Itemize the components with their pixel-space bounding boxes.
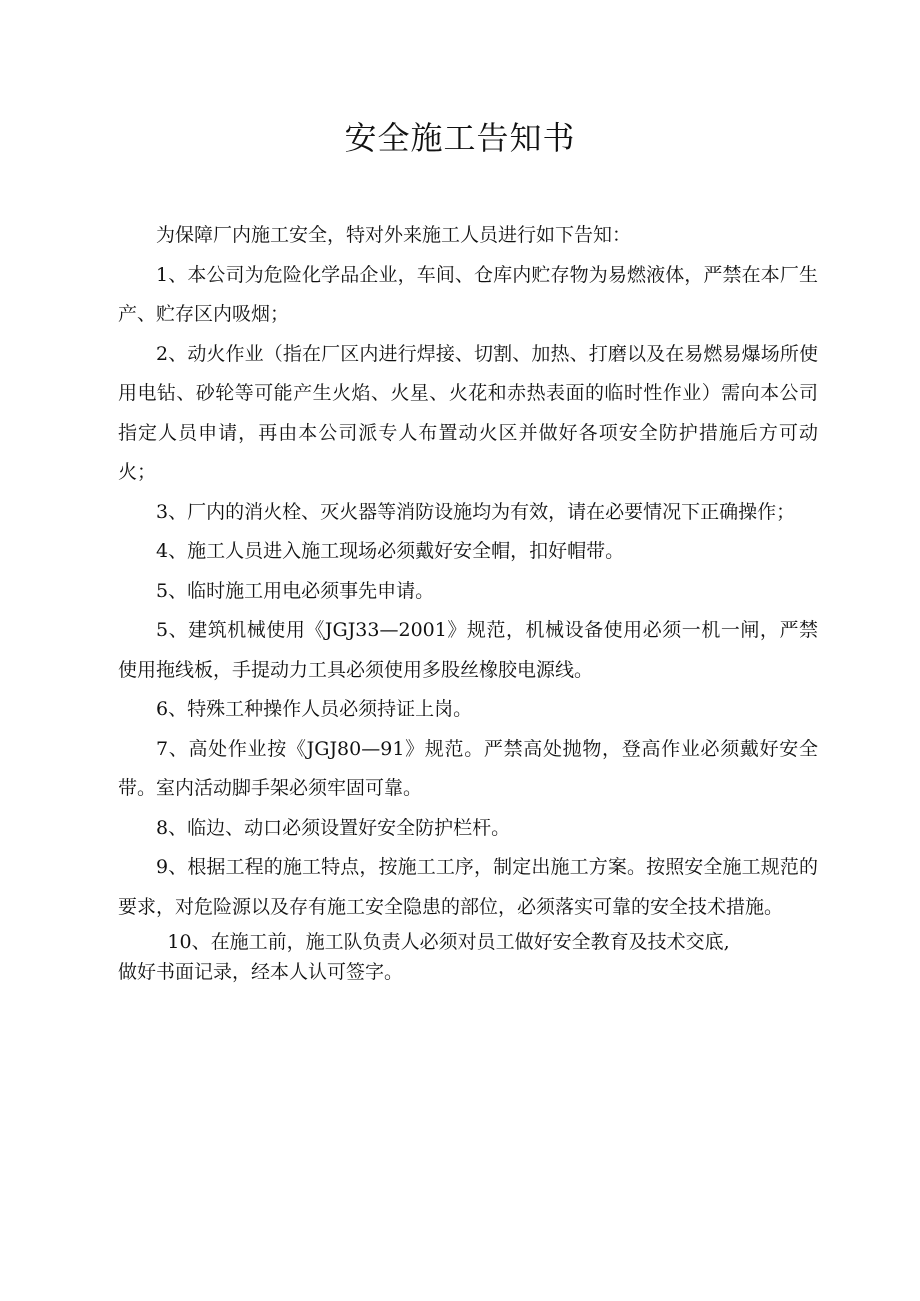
item-5b-paragraph: 5、建筑机械使用《JGJ33—2001》规范，机械设备使用必须一机一闸，严禁使用拖线板，手提动力工具必须使用多股丝橡胶电源线。 xyxy=(118,619,818,681)
item-2-paragraph: 2、动火作业（指在厂区内进行焊接、切割、加热、打磨以及在易燃易爆场所使用电钻、砂轮等可能产生火焰、火星、火花和赤热表面的临时性作业）需向本公司指定人员申请，再由本公司派专人布置动火区并做好各项安全防护措施后方可动火； xyxy=(118,342,818,483)
item-5a-paragraph: 5、临时施工用电必须事先申请。 xyxy=(156,579,435,602)
item-6-paragraph: 6、特殊工种操作人员必须持证上岗。 xyxy=(156,698,473,720)
item-7-paragraph: 7、高处作业按《JGJ80—91》规范。严禁高处抛物，登高作业必须戴好安全带。室内活动脚手架必须牢固可靠。 xyxy=(118,737,818,799)
item-9-paragraph: 9、根据工程的施工特点，按施工工序，制定出施工方案。按照安全施工规范的要求，对危险源以及存有施工安全隐患的部位，必须落实可靠的安全技术措施。 xyxy=(118,856,818,918)
item-10-paragraph xyxy=(118,927,818,987)
document-title: 安全施工告知书 xyxy=(344,119,576,157)
item-1-paragraph: 1、本公司为危险化学品企业，车间、仓库内贮存物为易燃液体，严禁在本厂生产、贮存区内吸烟； xyxy=(118,263,818,325)
item-3-paragraph: 3、厂内的消火栓、灭火器等消防设施均为有效，请在必要情况下正确操作； xyxy=(156,500,796,523)
document-body xyxy=(118,216,818,987)
item-10-line-1: 10、在施工前，施工队负责人必须对员工做好安全教育及技术交底, xyxy=(167,931,730,953)
item-8-paragraph: 8、临边、动口必须设置好安全防护栏杆。 xyxy=(156,816,511,839)
item-10-line-2: 做好书面记录，经本人认可签字。 xyxy=(118,961,404,983)
intro-paragraph: 为保障厂内施工安全，特对外来施工人员进行如下告知： xyxy=(156,224,632,246)
item-4-paragraph: 4、施工人员进入施工现场必须戴好安全帽，扣好帽带。 xyxy=(156,540,625,562)
